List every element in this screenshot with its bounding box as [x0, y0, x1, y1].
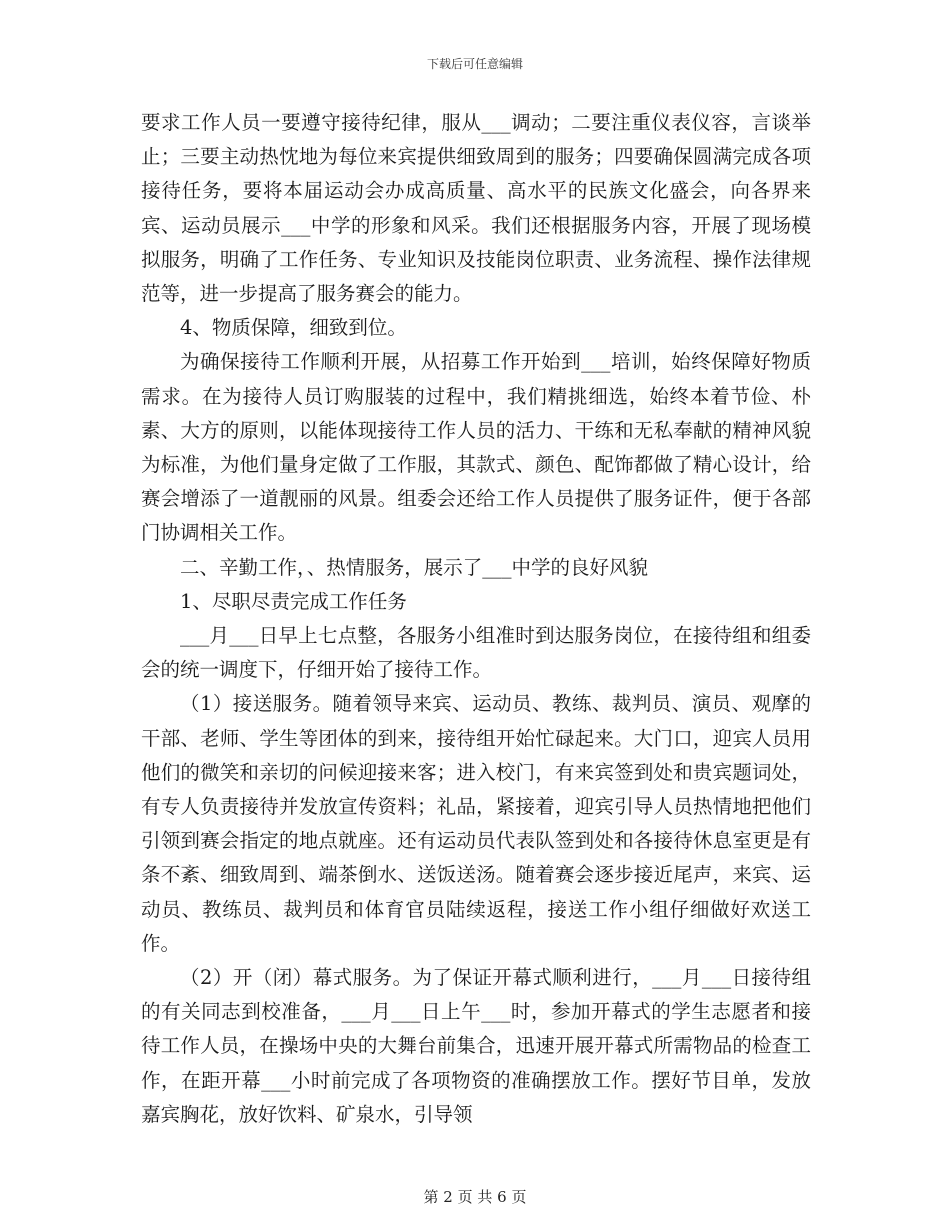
paragraph-shuttle-service: （1）接送服务。随着领导来宾、运动员、教练、裁判员、演员、观摩的干部、老师、学生等团体的到来，接待组开始忙碌起来。大门口，迎宾人员用他们的微笑和亲切的问候迎接来客；进入校门，有来宾签到处和贵宾题词处，有专人负责接待并发放宣传资料；礼品，紧接着，迎宾引导人员热情地把他们引领到赛会指定的地点就座。还有运动员代表队签到处和各接待休息室更是有条不紊、细致周到、端茶倒水、送饭送汤。随着赛会逐步接近尾声，来宾、运动员、教练员、裁判员和体育官员陆续返程，接送工作小组仔细做好欢送工作。 [141, 692, 811, 955]
document-body [141, 106, 811, 1132]
page-header-note: 下载后可任意编辑 [426, 57, 523, 71]
page-number-footer: 第 2 页 共 6 页 [423, 1188, 527, 1206]
paragraph-material-support: 为确保接待工作顺利开展，从招募工作开始到___培训，始终保障好物质需求。在为接待人员订购服装的过程中，我们精挑细选，始终本着节俭、朴素、大方的原则，以能体现接待工作人员的活力、干练和无私奉献的精神风貌为标准，为他们量身定做了工作服，其款式、颜色、配饰都做了精心设计，给赛会增添了一道靓丽的风景。组委会还给工作人员提供了服务证件，便于各部门协调相关工作。 [141, 350, 811, 545]
subsection-heading-duties: 1、尽职尽责完成工作任务 [180, 589, 407, 613]
paragraph-start-reception: ___月___日早上七点整，各服务小组准时到达服务岗位，在接待组和组委会的统一调度下，仔细开始了接待工作。 [141, 624, 811, 682]
paragraph-ceremony-service: （2）开（闭）幕式服务。为了保证开幕式顺利进行，___月___日接待组的有关同志到校准备，___月___日上午___时，参加开幕式的学生志愿者和接待工作人员，在操场中央的大舞台前集合，迅速开展开幕式所需物品的检查工作，在距开幕___小时前完成了各项物资的准确摆放工作。摆好节目单，发放嘉宾胸花，放好饮料、矿泉水，引导领 [141, 966, 811, 1126]
section-heading-diligent-work: 二、辛勤工作，、热情服务，展示了___中学的良好风貌 [180, 555, 649, 579]
paragraph-continuation: 要求工作人员一要遵守接待纪律，服从___调动；二要注重仪表仪容，言谈举止；三要主动热忱地为每位来宾提供细致周到的服务；四要确保圆满完成各项接待任务，要将本届运动会办成高质量、高水平的民族文化盛会，向各界来宾、运动员展示___中学的形象和风采。我们还根据服务内容，开展了现场模拟服务，明确了工作任务、专业知识及技能岗位职责、业务流程、操作法律规范等，进一步提高了服务赛会的能力。 [141, 111, 811, 306]
section-heading-material-support: 4、物质保障，细致到位。 [180, 316, 407, 340]
